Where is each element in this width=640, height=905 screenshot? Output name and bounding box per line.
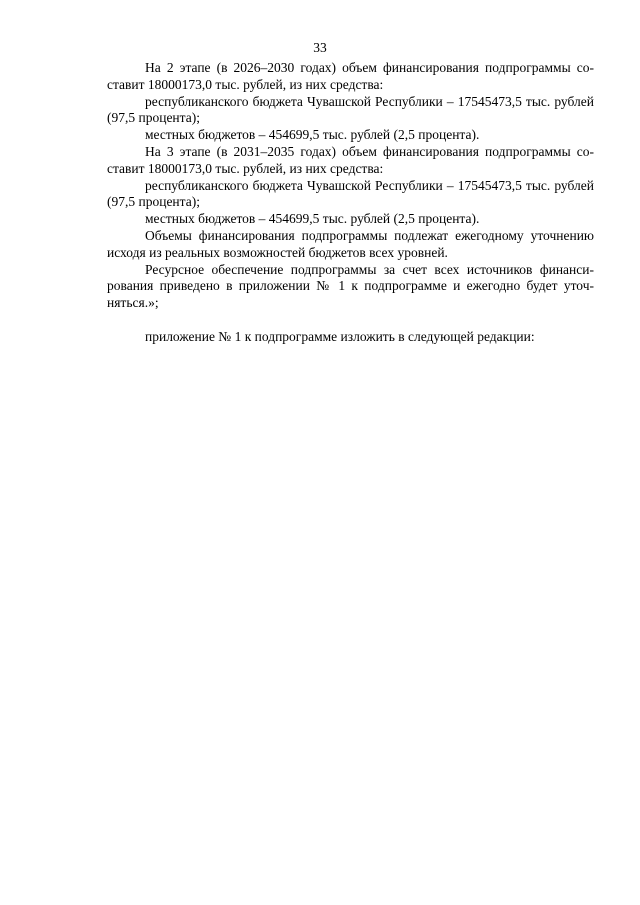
page-number: 33 <box>313 40 327 55</box>
paragraph-stage-2-republic-budget: республиканского бюджета Чувашской Республики – 17545473,5 тыс. рублей (97,5 процента); <box>107 93 594 126</box>
paragraph-stage-3-total: На 3 этапе (в 2031–2035 годах) объем финансирования подпрограммы составит 18000173,0 тыс. рублей, из них средства: <box>107 143 594 176</box>
paragraph-resource-support: Ресурсное обеспечение подпрограммы за счет всех источников финансирования приведено в приложении № 1 к подпрограмме и ежегодно будет уточняться.»; <box>107 261 594 311</box>
paragraph-stage-2-local-budgets: местных бюджетов – 454699,5 тыс. рублей (2,5 процента). <box>145 127 480 143</box>
paragraph-appendix-amendment: приложение № 1 к подпрограмме изложить в следующей редакции: <box>145 328 535 344</box>
document-body <box>107 60 594 346</box>
paragraph-stage-2-total: На 2 этапе (в 2026–2030 годах) объем финансирования подпрограммы составит 18000173,0 тыс. рублей, из них средства: <box>107 60 594 92</box>
paragraph-stage-3-republic-budget: республиканского бюджета Чувашской Республики – 17545473,5 тыс. рублей (97,5 процента); <box>107 177 594 210</box>
paragraph-stage-3-local-budgets: местных бюджетов – 454699,5 тыс. рублей (2,5 процента). <box>145 211 480 227</box>
paragraph-gap <box>107 312 594 329</box>
paragraph-annual-adjustment: Объемы финансирования подпрограммы подлежат ежегодному уточнению исходя из реальных возможностей бюджетов всех уровней. <box>107 227 594 260</box>
